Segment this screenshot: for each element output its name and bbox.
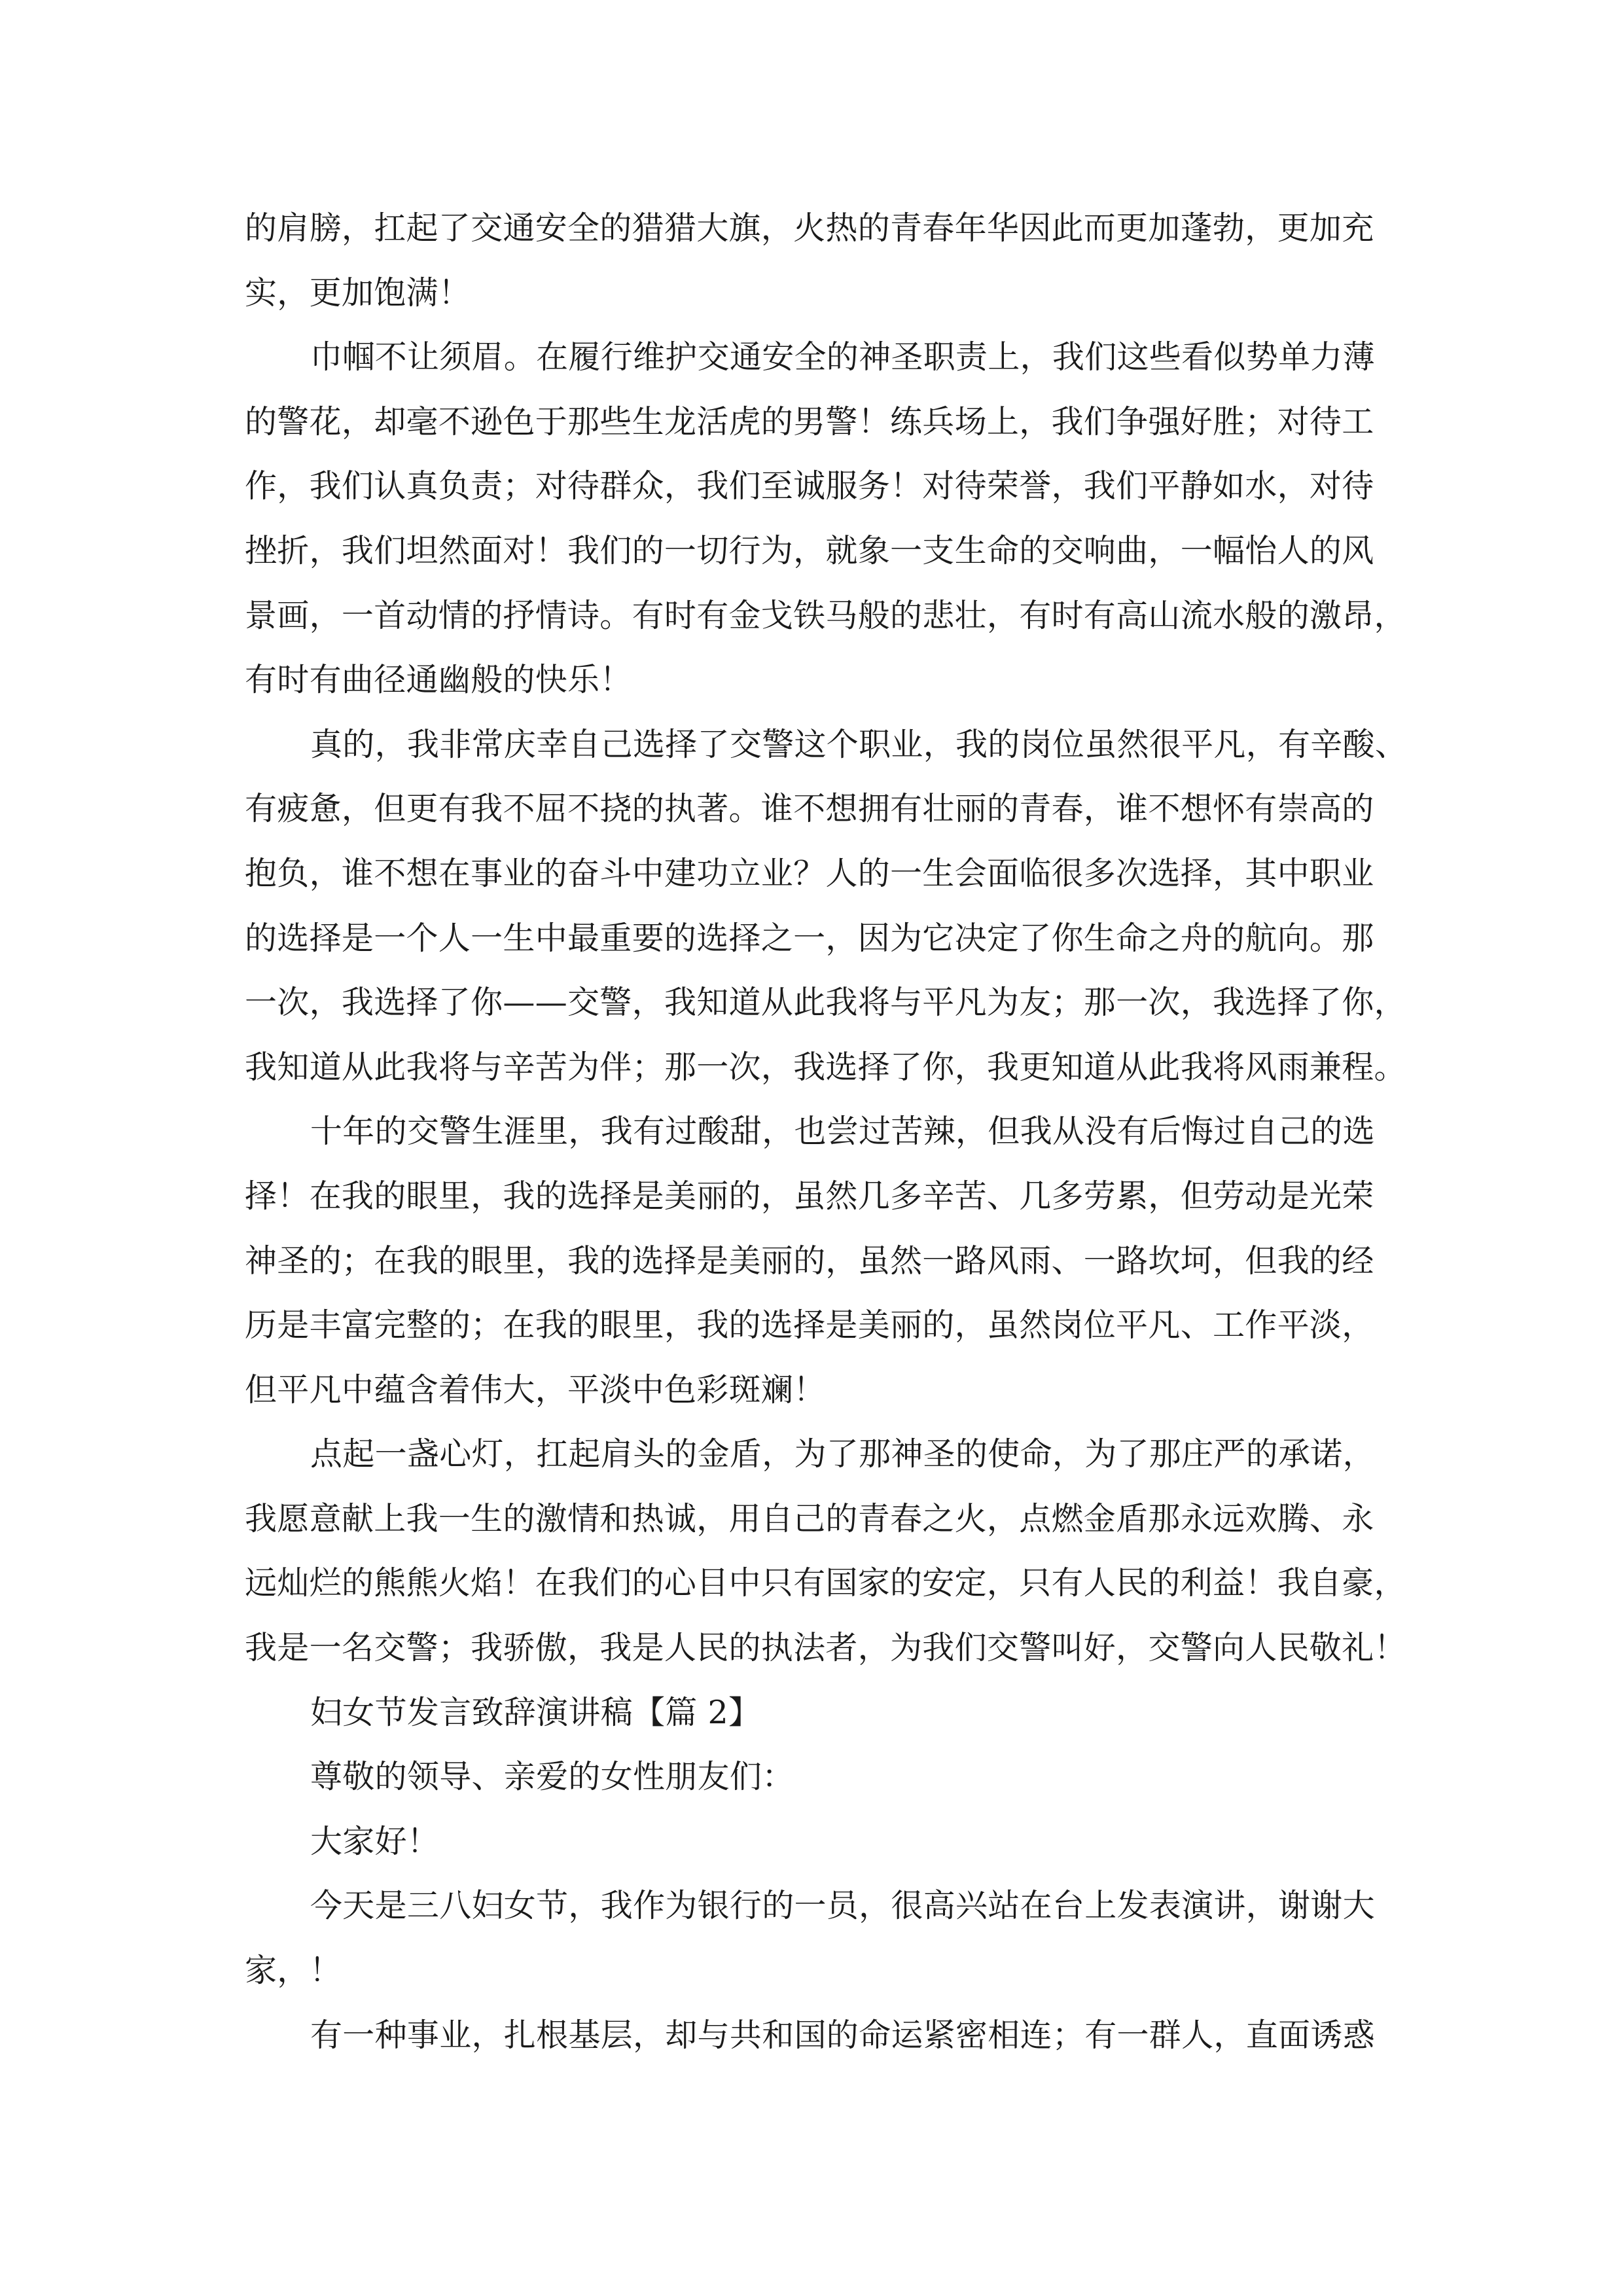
text-line: 远灿烂的熊熊火焰！在我们的心目中只有国家的安定，只有人民的利益！我自豪， — [245, 1564, 1406, 1602]
text-line: 作，我们认真负责；对待群众，我们至诚服务！对待荣誉，我们平静如水，对待 — [245, 467, 1374, 505]
text-line: 的警花，却毫不逊色于那些生龙活虎的男警！练兵场上，我们争强好胜；对待工 — [245, 403, 1374, 440]
text-line: 神圣的；在我的眼里，我的选择是美丽的，虽然一路风雨、一路坎坷，但我的经 — [245, 1242, 1374, 1280]
text-line: 的选择是一个人一生中最重要的选择之一，因为它决定了你生命之舟的航向。那 — [245, 919, 1374, 957]
text-line: 我愿意献上我一生的激情和热诚，用自己的青春之火，点燃金盾那永远欢腾、永 — [245, 1499, 1374, 1537]
text-line: 十年的交警生涯里，我有过酸甜，也尝过苦辣，但我从没有后悔过自己的选 — [310, 1113, 1375, 1151]
text-line: 抱负，谁不想在事业的奋斗中建功立业？人的一生会面临很多次选择，其中职业 — [245, 854, 1374, 892]
text-line: 有疲惫，但更有我不屈不挠的执著。谁不想拥有壮丽的青春，谁不想怀有崇高的 — [245, 790, 1374, 828]
document-page — [245, 196, 1408, 2068]
text-line: 我是一名交警；我骄傲，我是人民的执法者，为我们交警叫好，交警向人民敬礼！ — [245, 1629, 1406, 1667]
text-line: 景画，一首动情的抒情诗。有时有金戈铁马般的悲壮，有时有高山流水般的激昂， — [245, 596, 1406, 634]
text-line: 家，！ — [245, 1952, 342, 1990]
text-line: 实，更加饱满！ — [245, 274, 471, 312]
text-line: 的肩膀，扛起了交通安全的猎猎大旗，火热的青春年华因此而更加蓬勃，更加充 — [245, 209, 1374, 247]
text-line: 择！在我的眼里，我的选择是美丽的，虽然几多辛苦、几多劳累，但劳动是光荣 — [245, 1177, 1374, 1215]
text-line: 挫折，我们坦然面对！我们的一切行为，就象一支生命的交响曲，一幅怡人的风 — [245, 531, 1374, 569]
text-line: 但平凡中蕴含着伟大，平淡中色彩斑斓！ — [245, 1371, 826, 1408]
text-line: 一次，我选择了你——交警，我知道从此我将与平凡为友；那一次，我选择了你， — [245, 984, 1406, 1022]
text-line: 有一种事业，扎根基层，却与共和国的命运紧密相连；有一群人，直面诱惑 — [310, 2016, 1375, 2054]
text-line: 点起一盏心灯，扛起肩头的金盾，为了那神圣的使命，为了那庄严的承诺， — [310, 1435, 1375, 1473]
section-heading: 妇女节发言致辞演讲稿【篇 2】 — [310, 1693, 761, 1731]
text-line: 今天是三八妇女节，我作为银行的一员，很高兴站在台上发表演讲，谢谢大 — [310, 1887, 1375, 1925]
text-line: 历是丰富完整的；在我的眼里，我的选择是美丽的，虽然岗位平凡、工作平淡， — [245, 1306, 1374, 1344]
text-line: 巾帼不让须眉。在履行维护交通安全的神圣职责上，我们这些看似势单力薄 — [310, 338, 1375, 376]
text-line: 我知道从此我将与辛苦为伴；那一次，我选择了你，我更知道从此我将风雨兼程。 — [245, 1048, 1406, 1086]
greeting: 大家好！ — [310, 1822, 440, 1860]
text-line: 有时有曲径通幽般的快乐！ — [245, 661, 632, 699]
salutation: 尊敬的领导、亲爱的女性朋友们： — [310, 1758, 794, 1796]
text-line: 真的，我非常庆幸自己选择了交警这个职业，我的岗位虽然很平凡，有辛酸、 — [310, 725, 1408, 763]
